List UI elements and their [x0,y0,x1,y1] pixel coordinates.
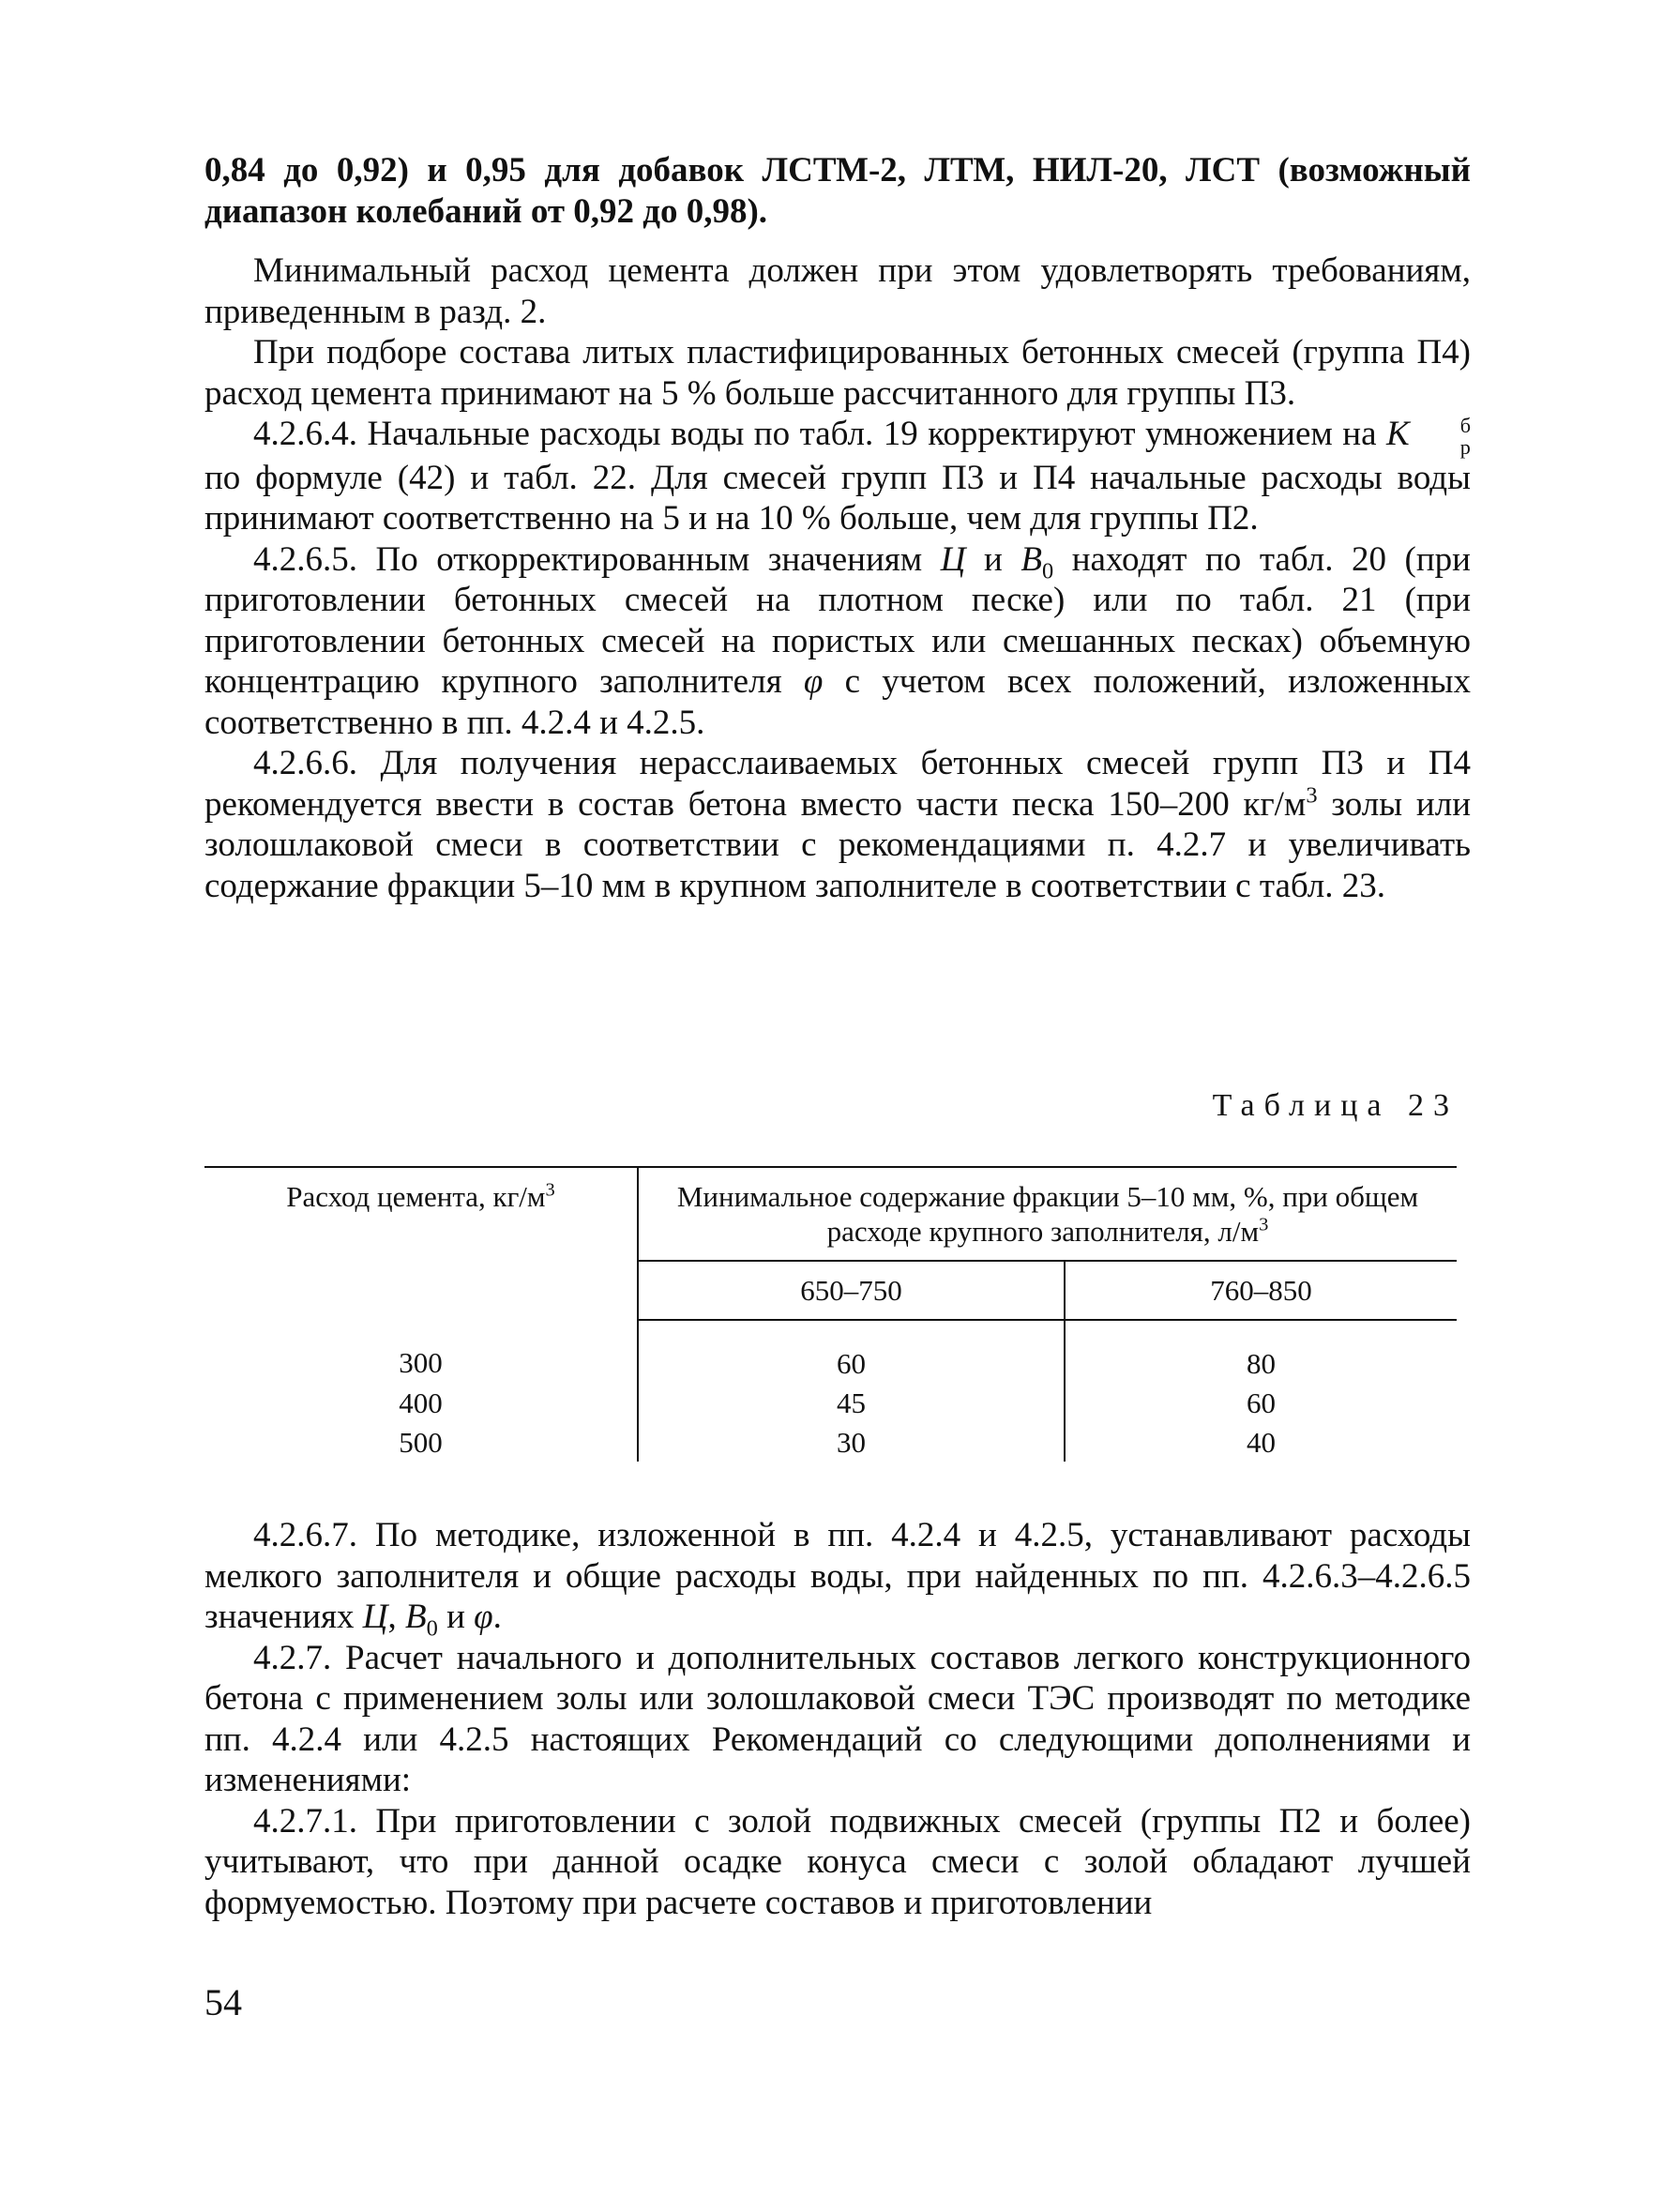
table-cell: 500 [399,1425,443,1459]
table-header-fraction: Минимальное содержание фракции 5–10 мм, %, при общем расходе крупного заполнителя, $л/м^3$ [638,1167,1457,1261]
table-subheader: 650–750 [638,1261,1065,1320]
paragraph-4-2-7: 4.2.7. Расчет начального и дополнительных составов легкого конструкционного бетона с применением золы или золошлаковой смеси ТЭС производят по методике пп. 4.2.4 или 4.2.5 настоящих Рекомендаций со следующими дополнениями и изменениями: [204,1638,1471,1799]
table-label: Таблица 23 [1212,1088,1459,1123]
table-header-cement: Расход цемента, $кг/м^3$ [204,1167,638,1320]
paragraph-4-2-6-5: 4.2.6.5. По откорректированным значениям Ц и $B_0$ находят по табл. 20 (при приготовлении бетонных смесей на плотном песке) или по табл. 21 (при приготовлении бетонных смесей на пористых или смешанных песках) объемную концентрацию крупного заполнителя φ с учетом всех положений, изложенных соответственно в пп. 4.2.4 и 4.2.5. [204,539,1471,742]
paragraph-min-cement: Минимальный расход цемента должен при этом удовлетворять требованиям, приведенным в разд. 2. [204,251,1471,331]
paragraph-4-2-7-1: 4.2.7.1. При приготовлении с золой подвижных смесей (группы П2 и более) учитывают, что при данной осадке конуса смеси с золой обладают лучшей формуемостью. Поэтому при расчете составов и приготовлении [204,1801,1471,1922]
table-subheader: 760–850 [1065,1261,1457,1320]
paragraph-4-2-6-7: 4.2.6.7. По методике, изложенной в пп. 4.2.4 и 4.2.5, устанавливают расходы мелкого заполнителя и общие расходы воды, при найденных по пп. 4.2.6.3–4.2.6.5 значениях Ц, $B_0$ и φ. [204,1516,1471,1642]
k-coefficient-symbol: K б р [1386,414,1471,459]
page-number: 54 [204,1981,242,2023]
paragraph-4-2-6-4: 4.2.6.4. Начальные расходы воды по табл. 19 корректируют умножением на K б р по формуле (42) и табл. 22. Для смесей групп П3 и П4 начальные расходы воды принимают соответственно на 5 и на 10 % больше, чем для группы П2. [204,414,1471,538]
table-cell: 400 [399,1386,443,1419]
table-row [204,1383,1457,1422]
lower-text-block [204,1515,1471,1923]
table-cell: 80 [1065,1320,1457,1383]
table-cell: 60 [638,1320,1065,1383]
table-row [204,1422,1457,1462]
table-cell: 30 [638,1422,1065,1462]
table-cell: 40 [1065,1422,1457,1462]
paragraph-group-p4: При подборе состава литых пластифицированных бетонных смесей (группа П4) расход цемента принимают на 5 % больше рассчитанного для группы П3. [204,333,1471,413]
table-cell: 60 [1065,1383,1457,1422]
table-23 [204,1166,1457,1462]
table-cell: 45 [638,1383,1065,1422]
table-row [204,1320,1457,1383]
table-cell: 300 [399,1346,443,1379]
paragraph-continuation: 0,84 до 0,92) и 0,95 для добавок ЛСТМ-2, ЛТМ, НИЛ-20, ЛСТ (возможный диапазон колебаний от 0,92 до 0,98). [204,151,1471,231]
upper-text-block [204,150,1471,906]
paragraph-4-2-6-6: 4.2.6.6. Для получения нерасслаиваемых бетонных смесей групп П3 и П4 рекомендуется ввести в состав бетона вместо части песка 150–200 $кг/м^3$ золы или золошлаковой смеси в соответствии с рекомендациями п. 4.2.7 и увеличивать содержание фракции 5–10 мм в крупном заполнителе в соответствии с табл. 23. [204,744,1471,905]
